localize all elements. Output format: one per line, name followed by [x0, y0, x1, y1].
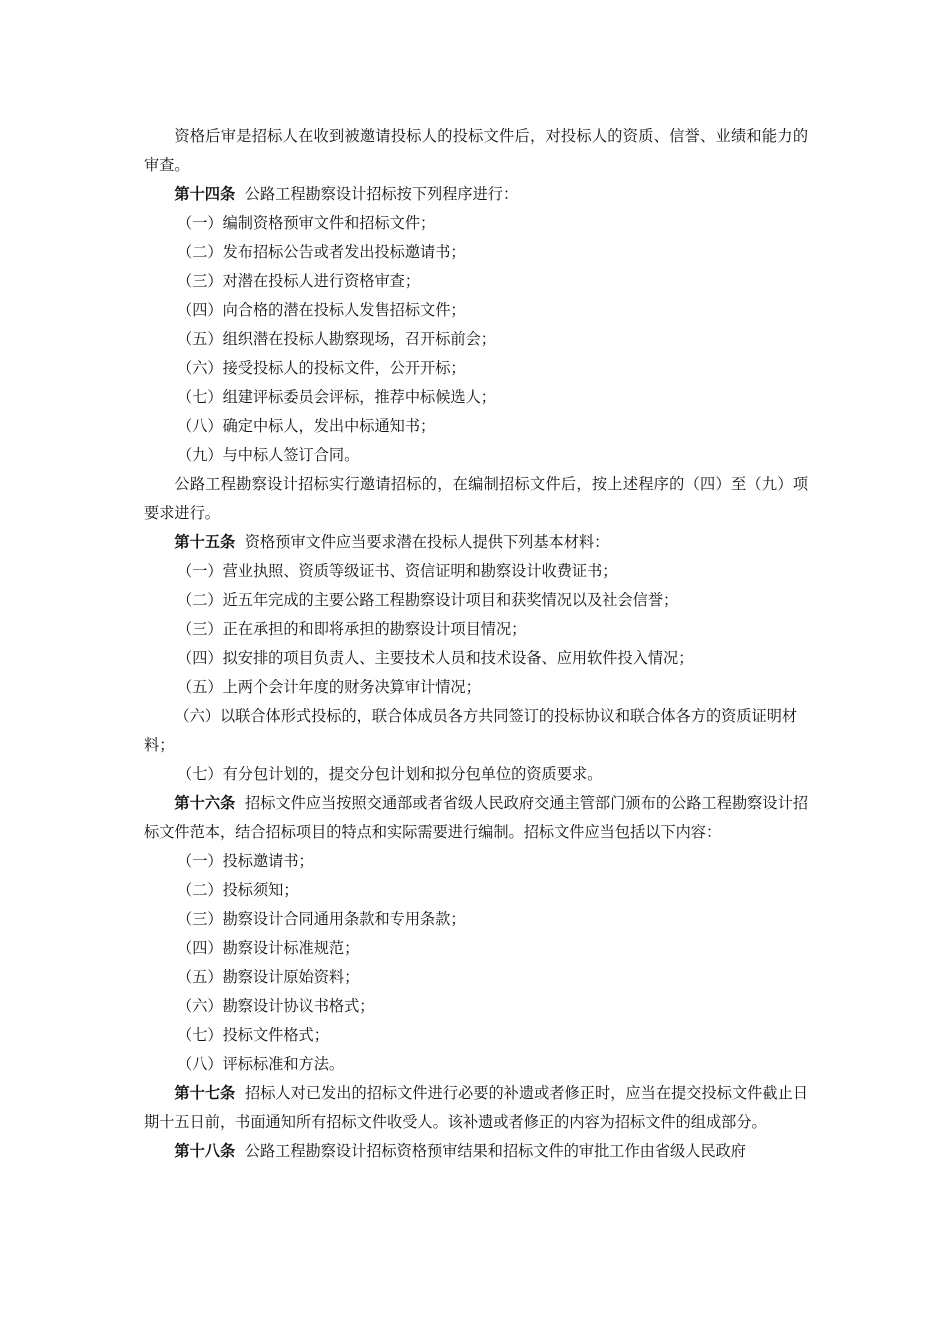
article-14-item: （五）组织潜在投标人勘察现场，召开标前会； [177, 330, 496, 348]
article-14-heading: 第十四条 [174, 185, 236, 203]
article-14-item: （七）组建评标委员会评标，推荐中标候选人； [177, 388, 496, 406]
article-14-item: （四）向合格的潜在投标人发售招标文件； [177, 301, 466, 319]
article-16-heading: 第十六条 [174, 794, 236, 812]
article-16-item: （二）投标须知； [177, 881, 299, 899]
article-16-item: （六）勘察设计协议书格式； [177, 997, 375, 1015]
article-15-item: （二）近五年完成的主要公路工程勘察设计项目和获奖情况以及社会信誉； [177, 591, 679, 609]
paragraph-qualification-post-review: 资格后审是招标人在收到被邀请投标人的投标文件后，对投标人的资质、信誉、业绩和能力的审查。 [144, 127, 808, 174]
article-15-heading: 第十五条 [174, 533, 236, 551]
article-16-text: 招标文件应当按照交通部或者省级人民政府交通主管部门颁布的公路工程勘察设计招标文件范本，结合招标项目的特点和实际需要进行编制。招标文件应当包括以下内容： [144, 794, 809, 841]
article-15-item: （三）正在承担的和即将承担的勘察设计项目情况； [177, 620, 527, 638]
article-18-text: 公路工程勘察设计招标资格预审结果和招标文件的审批工作由省级人民政府 [244, 1142, 746, 1160]
article-15-item: （六）以联合体形式投标的，联合体成员各方共同签订的投标协议和联合体各方的资质证明材料； [144, 707, 798, 754]
article-14-item: （八）确定中标人，发出中标通知书； [177, 417, 436, 435]
article-16-item: （七）投标文件格式； [177, 1026, 329, 1044]
document-page [144, 122, 808, 1166]
article-18 [144, 1137, 808, 1166]
article-14-text: 公路工程勘察设计招标按下列程序进行： [244, 185, 519, 203]
article-15-item: （七）有分包计划的，提交分包计划和拟分包单位的资质要求。 [177, 765, 603, 783]
article-16-item: （三）勘察设计合同通用条款和专用条款； [177, 910, 466, 928]
article-16-item: （八）评标标准和方法。 [177, 1055, 345, 1073]
article-14-item: （二）发布招标公告或者发出投标邀请书； [177, 243, 466, 261]
article-17-heading: 第十七条 [174, 1084, 236, 1102]
article-17-text: 招标人对已发出的招标文件进行必要的补遗或者修正时，应当在提交投标文件截止日期十五日前，书面通知所有招标文件收受人。该补遗或者修正的内容为招标文件的组成部分。 [144, 1084, 809, 1131]
article-16-item: （一）投标邀请书； [177, 852, 314, 870]
article-14-item: （九）与中标人签订合同。 [177, 446, 360, 464]
article-18-heading: 第十八条 [174, 1142, 236, 1160]
article-15-item: （四）拟安排的项目负责人、主要技术人员和技术设备、应用软件投入情况； [177, 649, 694, 667]
article-15-item: （一）营业执照、资质等级证书、资信证明和勘察设计收费证书； [177, 562, 618, 580]
article-17 [144, 1079, 808, 1137]
article-15 [144, 528, 808, 557]
article-15-item: （五）上两个会计年度的财务决算审计情况； [177, 678, 481, 696]
article-16-item: （四）勘察设计标准规范； [177, 939, 360, 957]
article-15-text: 资格预审文件应当要求潜在投标人提供下列基本材料： [244, 533, 610, 551]
article-14-note: 公路工程勘察设计招标实行邀请招标的，在编制招标文件后，按上述程序的（四）至（九）项要求进行。 [144, 475, 808, 522]
article-16 [144, 789, 808, 847]
article-14-item: （三）对潜在投标人进行资格审查； [177, 272, 420, 290]
article-14 [144, 180, 808, 209]
article-14-item: （六）接受投标人的投标文件，公开开标； [177, 359, 466, 377]
article-16-item: （五）勘察设计原始资料； [177, 968, 360, 986]
article-14-item: （一）编制资格预审文件和招标文件； [177, 214, 436, 232]
